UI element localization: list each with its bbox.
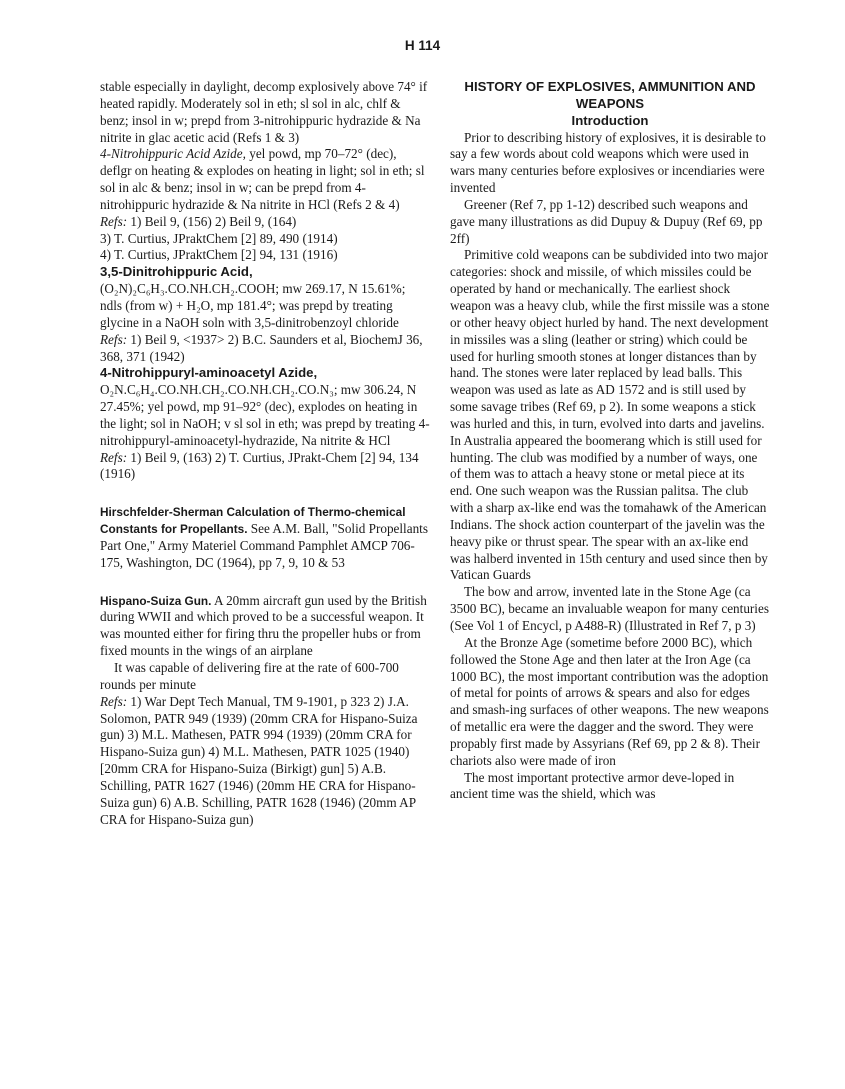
refs-label: Refs: [100,693,128,709]
paragraph: Prior to describing history of explosives, it is desirable to say a few words about cold weapons which were used in wars many centuries before explosives or incendiaries were invented [450,129,766,196]
paragraph-text: A 20mm aircraft gun used by the British during WWII and which proved to be a successful weapon. It was mounted either for firing thru the propeller hubs or from fixed mounts in the wings of an airplane [100,592,427,659]
refs-text: 1) War Dept Tech Manual, TM 9-1901, p 323 2) J.A. Solomon, PATR 949 (1939) (20mm CRA for Hispano-Suiza gun) 3) M.L. Mathesen, PATR 994 (1939) (20mm CRA for Hispano-Suiza gun) 4) M.L. Mathesen, PATR 1025 (1940) [20mm CRA for Hispano-Suiza (Birkigt) gun] 5) A.B. Schilling, PATR 1627 (1946) (20mm HE CRA for Hispano-Suiza gun) 6) A.B. Schilling, PATR 1628 (1946) (20mm AP CRA for Hispano-Suiza gun) [100,693,418,827]
refs-line [100,332,430,366]
compound-name: 4-Nitrohippuric Acid Azide, [100,146,246,162]
page-number: H 114 [404,38,441,53]
section-title: HISTORY OF EXPLOSIVES, AMMUNITION AND WEAPONS [464,79,756,111]
paragraph: Primitive cold weapons can be subdivided into two major categories: shock and missile, of which missiles could be operated by hand or mechanically. The earliest shock weapon was a heavy club, while the first missile was a stone or other heavy object hurled by hand. The next development in missiles was a sling (leather or string) which could be used for hurling smooth stones at longer distances than by hand. The stones were later replaced by lead balls. This weapon was used as late as AD 1572 and is still used by some savage tribes (Ref 69, p 2). In some weapons a stick was hurled and this, in turn, evolved into darts and javelins. In Australia appeared the boomerang which is still used for hunting. The club was modified by a number of ways, one of them was to attach a heavy stone or metal piece at its end. One such weapon was the Russian palitsa. The club with a sharp ax-like end was the tomahawk of the American Indians. The shock action counterpart of the javelin was the heavy pike or thrust spear. The spear with an ax-like end was halberd invented in 15th century and used since then by Vatican Guards [450,247,770,583]
spacer [100,572,430,593]
right-column [450,79,770,803]
left-column [100,79,430,828]
paragraph [100,504,430,571]
entry-heading: Hirschfelder-Sherman Calculation of Thermo-chemical Constants for Propellants. [100,505,406,537]
compound-heading: 4-Nitrohippuryl-aminoacetyl Azide, [100,365,318,381]
paragraph: The most important protective armor deve-loped in ancient time was the shield, which was [450,769,735,802]
paragraph: Greener (Ref 7, pp 1-12) described such weapons and gave many illustrations as did Dupuy & Dupuy (Ref 69, pp 2ff) [450,196,763,246]
spacer [100,483,430,504]
refs-label: Refs: [100,331,128,347]
refs-label: Refs: [100,449,128,465]
paragraph: At the Bronze Age (sometime before 2000 BC), which followed the Stone Age and then later at the Iron Age (ca 1000 BC), the most important contribution was the adoption of metal for points of arrows & spears and also for edges and smash-ing surfaces of other weapons. The new weapons of metallic era were the dagger and the sword. They were propably first made by Assyrians (Ref 69, pp 2 & 8). Their chariots also were made of iron [450,634,769,768]
paragraph: It was capable of delivering fire at the rate of 600-700 rounds per minute [100,660,399,692]
paragraph-text: See A.M. Ball, "Solid Propellants Part One," Army Materiel Command Pamphlet AMCP 706-175, Washington, DC (1964), pp 7, 9, 10 & 53 [100,521,428,570]
paragraph [100,146,430,213]
refs-line: 3) T. Curtius, JPraktChem [2] 89, 490 (1914) [100,230,338,246]
paragraph: The bow and arrow, invented late in the Stone Age (ca 3500 BC), became an invaluable weapon for many centuries (See Vol 1 of Encycl, p A488-R) (Illustrated in Ref 7, p 3) [450,584,769,633]
refs-text: 1) Beil 9, (156) 2) Beil 9, (164) [127,213,297,229]
refs-label: Refs: [100,213,128,229]
paragraph: O₂N.C₆H₄.CO.NH.CH₂.CO.NH.CH₂.CO.N₃; mw 306.24, N 27.45%; yel powd, mp 91–92° (dec), explodes on heating in the light; sol in NaOH; v sl sol in eth; was prepd by treating 4-nitrohippuryl-aminoacetyl-hydrazide, Na nitrite & HCl [100,382,430,448]
refs-line [100,694,430,829]
refs-line [100,214,430,231]
entry-heading: Hispano-Suiza Gun. [100,593,212,608]
compound-heading: 3,5-Dinitrohippuric Acid, [100,264,253,280]
paragraph: stable especially in daylight, decomp explosively above 74° if heated rapidly. Moderately sol in eth; sl sol in alc, chlf & benz; insol in w; prepd from 3-nitrohippuric hydrazide & Na nitrite in glac acetic acid (Refs 1 & 3) [100,79,428,145]
refs-line [100,450,430,484]
refs-line: 4) T. Curtius, JPraktChem [2] 94, 131 (1916) [100,247,338,263]
paragraph: (O₂N)₂C₆H₃.CO.NH.CH₂.COOH; mw 269.17, N 15.61%; ndls (from w) + H₂O, mp 181.4°; was prepd by treating glycine in a NaOH soln with 3,5-dinitrobenzoyl chloride [100,281,406,330]
refs-text: 1) Beil 9, <1937> 2) B.C. Saunders et al, BiochemJ 36, 368, 371 (1942) [100,331,423,364]
paragraph-text: yel powd, mp 70–72° (dec), deflgr on heating & explodes on heating in light; sol in eth; sl sol in alc & benz; insol in w; can be prepd from 4-nitrohippuric hydrazide & Na nitrite in HCl (Refs 2 & 4) [100,146,425,212]
refs-text: 1) Beil 9, (163) 2) T. Curtius, JPrakt-Chem [2] 94, 134 (1916) [100,449,419,482]
section-subtitle: Introduction [571,112,649,128]
paragraph [100,593,430,660]
